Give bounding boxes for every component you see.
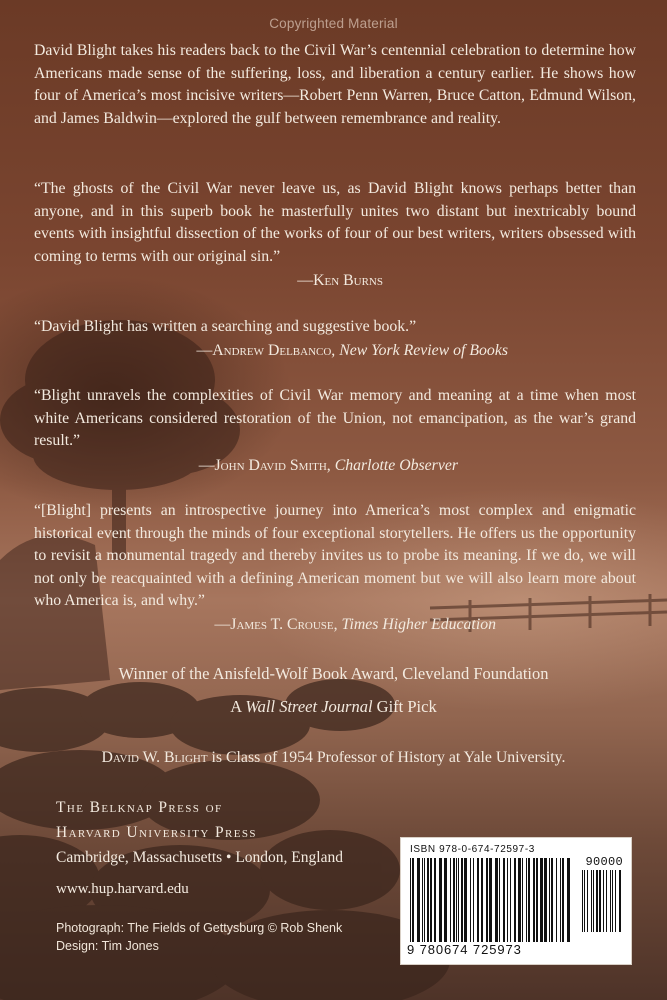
award-line: Winner of the Anisfeld-Wolf Book Award, Cleveland Foundation — [118, 664, 549, 683]
ean-barcode — [409, 858, 573, 944]
reviewer-name-4: —James T. Crouse, — [214, 616, 338, 633]
publisher-imprint: The Belknap Press of — [56, 799, 223, 816]
price-barcode — [581, 870, 625, 934]
publisher-locations: Cambridge, Massachusetts • London, England — [56, 849, 343, 866]
review-attribution-1 — [297, 270, 383, 293]
ean-digits: 9 780674 725973 — [407, 942, 522, 957]
isbn-label: ISBN 978-0-674-72597-3 — [410, 844, 535, 855]
author-bio — [0, 749, 667, 767]
review-attribution-2 — [196, 340, 508, 363]
photo-credit: Photograph: The Fields of Gettysburg © Rob Shenk — [56, 921, 343, 935]
gift-pick-line — [0, 697, 667, 717]
review-source-2: New York Review of Books — [339, 342, 508, 359]
reviewer-name-3: —John David Smith, — [198, 457, 331, 474]
book-description: David Blight takes his readers back to the Civil War’s centennial celebration to determine how Americans made sense of the suffering, loss, and liberation a century earlier. He shows how four of America’s most incisive writers—Robert Penn Warren, Bruce Catton, Edmund Wilson, and James Baldwin—explored the gulf between remembrance and reality. — [34, 42, 636, 127]
publisher-name: Harvard University Press — [56, 824, 257, 841]
publisher-website: www.hup.harvard.edu — [56, 881, 189, 897]
review-quote-1: “The ghosts of the Civil War never leave us, as David Blight knows perhaps better than anyone, and in this superb book he masterfully unites two distant but inextricably bound events with insightful dissection of the works of four of our best writers, writers obsessed with coming to terms with our original sin.” — [34, 180, 636, 265]
reviewer-name-1: —Ken Burns — [297, 272, 383, 289]
design-credit: Design: Tim Jones — [56, 939, 159, 953]
author-bio-text: is Class of 1954 Professor of History at Yale University. — [211, 749, 566, 766]
review-source-4: Times Higher Education — [341, 616, 496, 633]
reviewer-name-2: —Andrew Delbanco, — [196, 342, 336, 359]
gift-pick-suffix: Gift Pick — [376, 697, 437, 716]
author-name: David W. Blight — [101, 749, 208, 766]
review-quote-3: “Blight unravels the complexities of Civil War memory and meaning at a time when most white Americans considered restoration of the Union, not emancipation, as the war’s grand result.” — [34, 387, 636, 450]
barcode-box — [400, 837, 632, 965]
review-quote-4: “[Blight] presents an introspective journey into America’s most complex and enigmatic historical event through the minds of four exceptional storytellers. He offers us the opportunity to revisit a monumental tragedy and thereby invites us to probe its meaning. If we do, we will not only be reacquainted with a defining American moment but we will also learn more about who America is, and why.” — [34, 502, 636, 610]
review-quote-2: “David Blight has written a searching and suggestive book.” — [34, 318, 417, 335]
review-attribution-3 — [199, 455, 458, 478]
gift-pick-publication: Wall Street Journal — [245, 697, 373, 716]
review-source-3: Charlotte Observer — [334, 457, 458, 474]
price-code: 90000 — [585, 855, 623, 869]
copyright-watermark: Copyrighted Material — [269, 16, 398, 31]
gift-pick-prefix: A — [230, 697, 242, 716]
review-attribution-4 — [215, 614, 497, 637]
